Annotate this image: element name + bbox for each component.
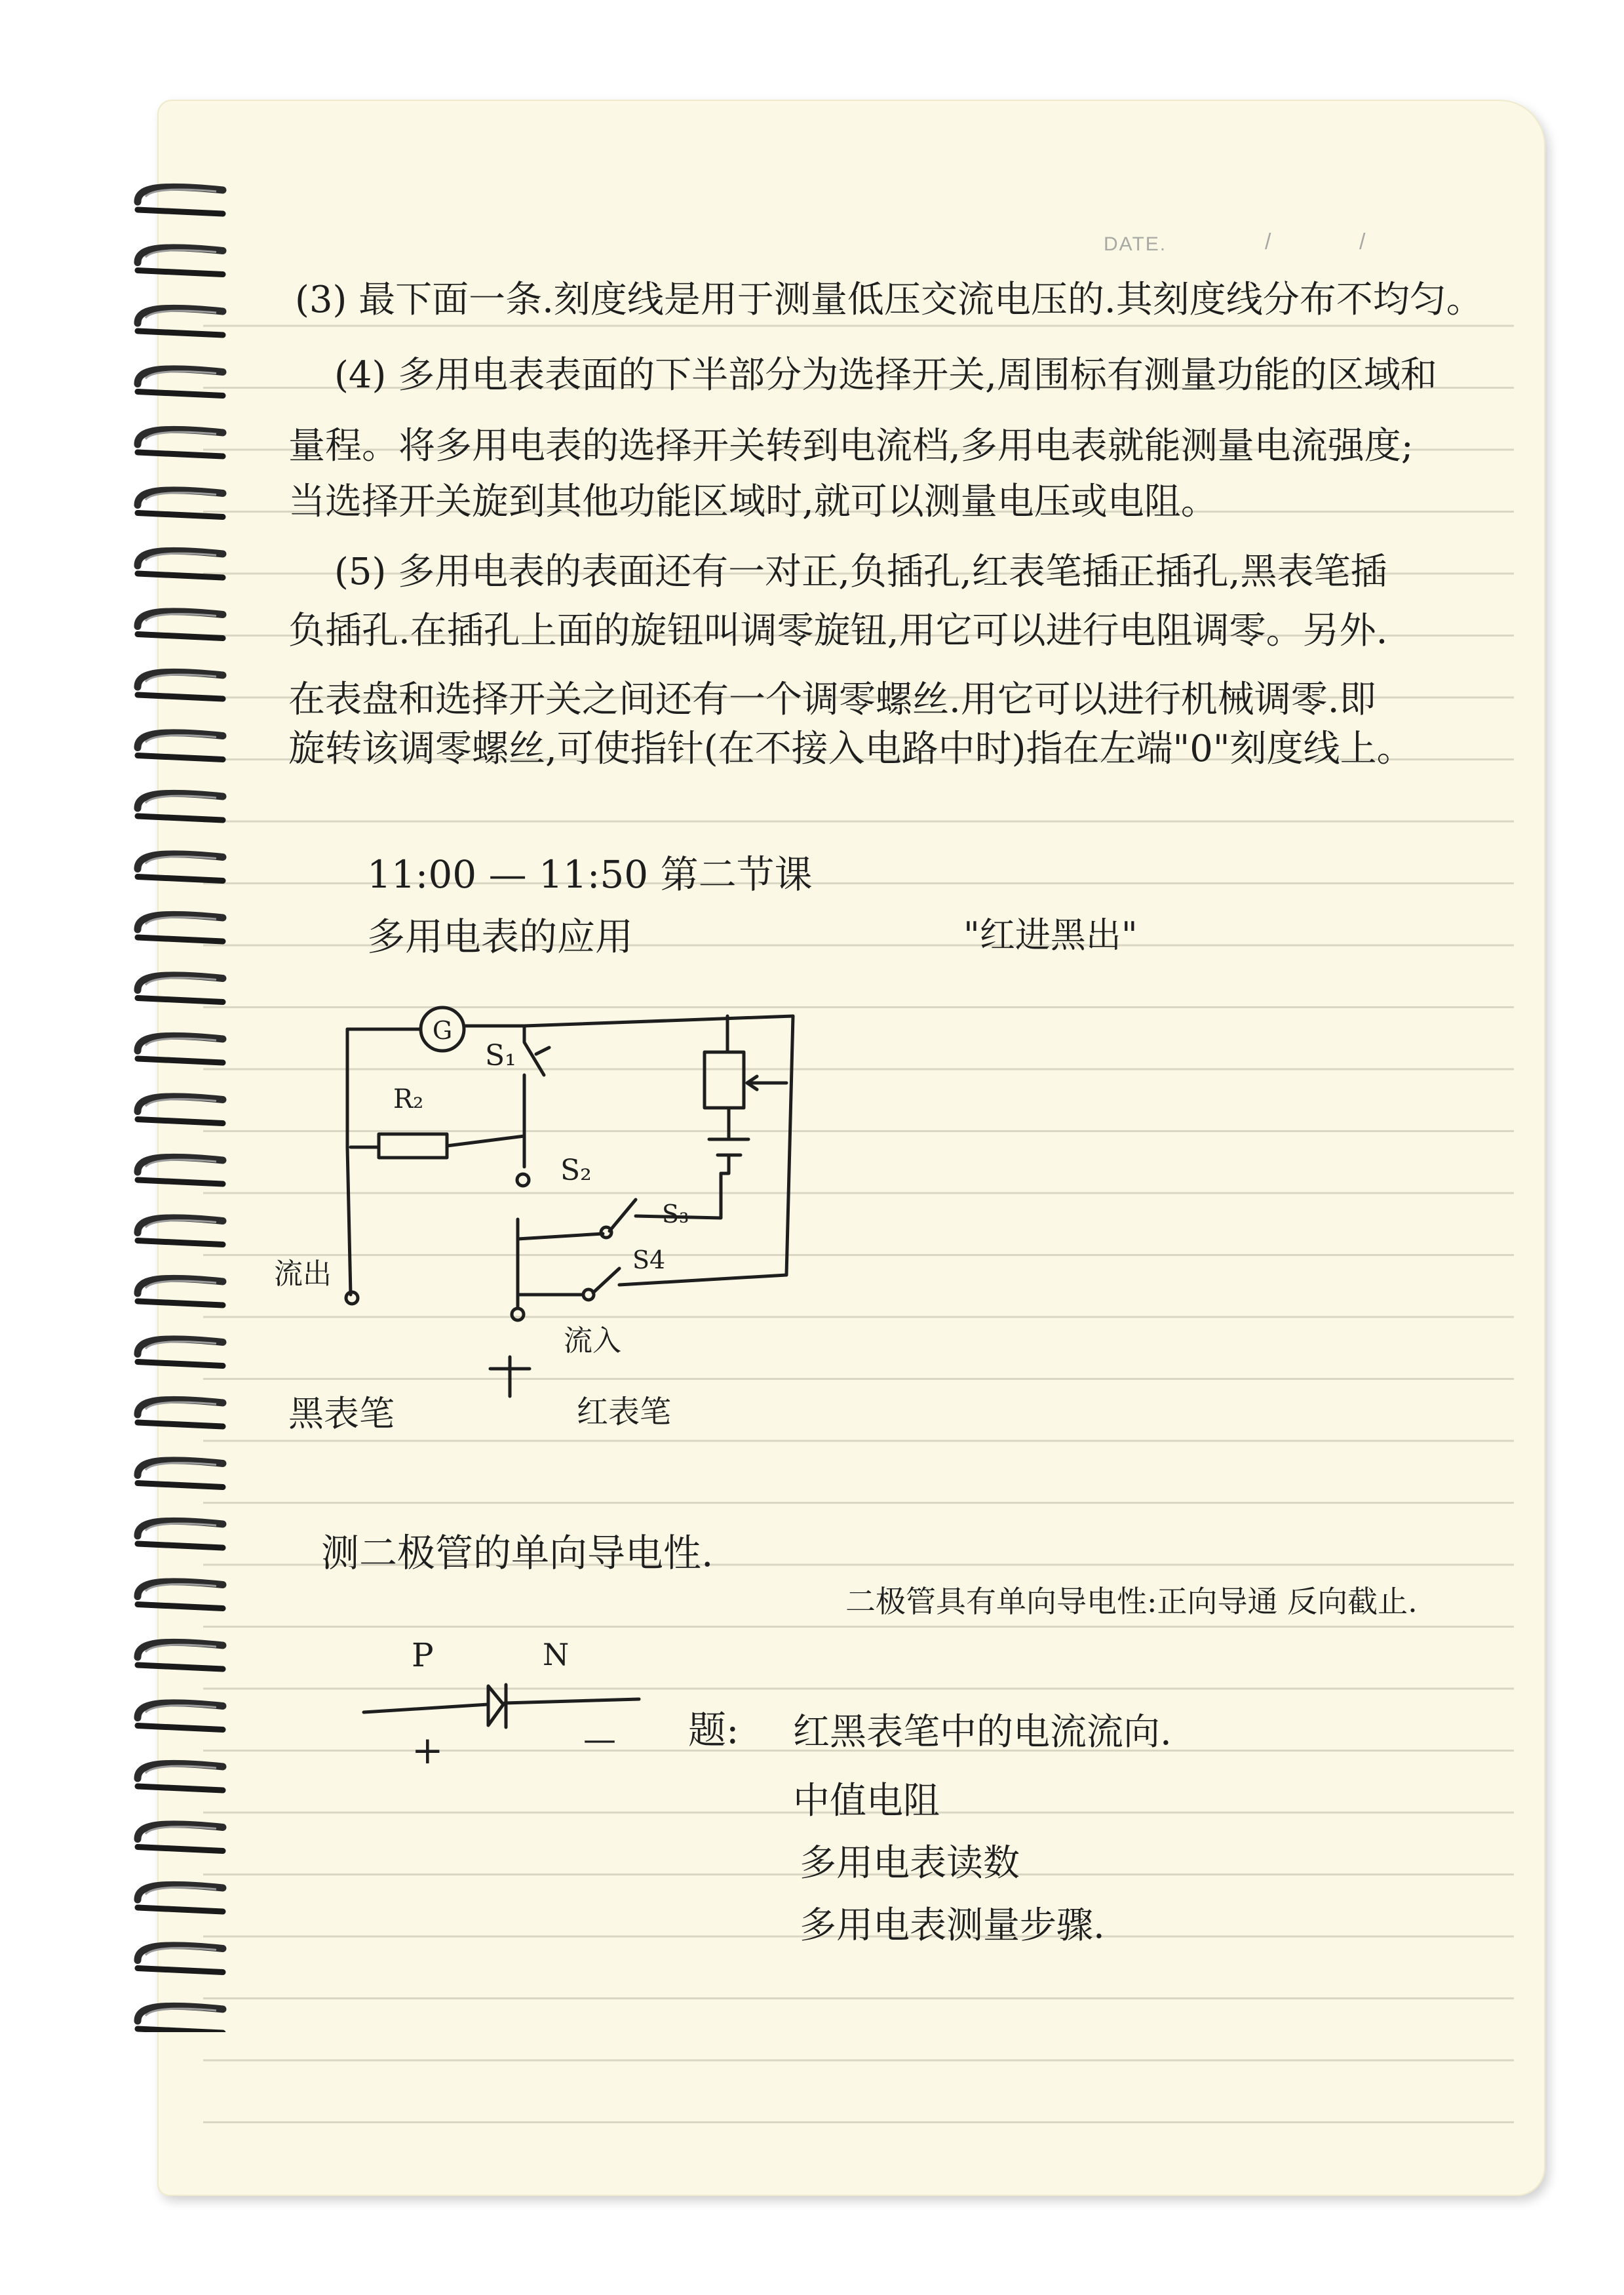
- spiral-coil: [138, 1763, 223, 1790]
- diode-label-minus: —: [583, 1720, 616, 1758]
- spiral-coil: [138, 490, 223, 517]
- lesson-topic: 多用电表的应用: [367, 914, 634, 959]
- spiral-coil: [138, 1824, 223, 1851]
- meter-symbol: G: [432, 1016, 453, 1045]
- diode-label-n: N: [543, 1637, 570, 1672]
- spiral-coil: [138, 975, 223, 1002]
- label-r2: R₂: [393, 1084, 424, 1114]
- label-s4: S4: [632, 1246, 666, 1274]
- spiral-coil: [138, 308, 223, 335]
- spiral-coil: [138, 672, 223, 699]
- label-flow-out: 流出: [274, 1257, 332, 1291]
- diode-label-plus: +: [412, 1728, 444, 1773]
- spiral-coil: [138, 854, 223, 881]
- label-s1: S₁: [485, 1039, 516, 1072]
- spiral-coil: [138, 1946, 223, 1972]
- spiral-coil: [138, 429, 223, 456]
- spiral-coil: [138, 1036, 223, 1063]
- label-flow-in: 流入: [564, 1324, 621, 1358]
- diode-label-p: P: [412, 1636, 434, 1674]
- spiral-coil: [138, 369, 223, 396]
- question-item-4: 多用电表测量步骤.: [800, 1904, 1105, 1947]
- date-slash-1: /: [1265, 229, 1271, 254]
- spiral-coil: [138, 1157, 223, 1184]
- spiral-coil: [138, 1703, 223, 1730]
- diode-title: 测二极管的单向导电性.: [321, 1531, 714, 1575]
- diode-property: 二极管具有单向导电性:正向导通 反向截止.: [845, 1584, 1418, 1619]
- spiral-coil: [138, 1218, 223, 1245]
- date-slash-2: /: [1359, 229, 1366, 254]
- spiral-binding: [131, 177, 229, 2032]
- spiral-coil: [138, 612, 223, 638]
- note-line-1: (3) 最下面一条.刻度线是用于测量低压交流电压的.其刻度线分布不均匀。: [295, 279, 1483, 321]
- spiral-coil: [138, 793, 223, 820]
- note-line-4: 当选择开关旋到其他功能区域时,就可以测量电压或电阻。: [288, 481, 1218, 523]
- lesson-time: 11:00 — 11:50 第二节课: [367, 852, 813, 897]
- spiral-coil: [138, 1400, 223, 1426]
- question-item-1: 红黑表笔中的电流流向.: [793, 1711, 1172, 1754]
- spiral-coil: [138, 1885, 223, 1912]
- date-label: DATE.: [1104, 233, 1167, 255]
- label-s3: S₃: [662, 1200, 689, 1228]
- lesson-mnemonic: "红进黑出": [963, 914, 1138, 956]
- spiral-coil: [138, 248, 223, 275]
- question-item-3: 多用电表读数: [800, 1842, 1020, 1885]
- spiral-coil: [138, 1278, 223, 1305]
- note-line-5: (5) 多用电表的表面还有一对正,负插孔,红表笔插正插孔,黑表笔插: [334, 551, 1387, 593]
- spiral-coil: [138, 1097, 223, 1124]
- note-line-2: (4) 多用电表表面的下半部分为选择开关,周围标有测量功能的区域和: [334, 354, 1437, 397]
- label-black-probe: 黑表笔: [288, 1393, 395, 1434]
- spiral-coil: [138, 187, 223, 214]
- label-red-probe: 红表笔: [577, 1394, 672, 1430]
- note-line-8: 旋转该调零螺丝,可使指针(在不接入电路中时)指在左端"0"刻度线上。: [288, 728, 1414, 770]
- note-line-3: 量程。将多用电表的选择开关转到电流档,多用电表就能测量电流强度;: [288, 425, 1414, 467]
- questions-prefix: 题:: [688, 1708, 739, 1752]
- spiral-coil: [138, 1582, 223, 1609]
- note-line-7: 在表盘和选择开关之间还有一个调零螺丝.用它可以进行机械调零.即: [288, 678, 1376, 721]
- spiral-coil: [138, 1339, 223, 1366]
- spiral-coil: [138, 1461, 223, 1487]
- spiral-coil: [138, 733, 223, 760]
- spiral-coil: [138, 2006, 223, 2032]
- question-item-2: 中值电阻: [793, 1780, 940, 1822]
- spiral-coil: [138, 914, 223, 941]
- label-s2: S₂: [560, 1154, 592, 1187]
- spiral-coil: [138, 1521, 223, 1548]
- note-line-6: 负插孔.在插孔上面的旋钮叫调零旋钮,用它可以进行电阻调零。另外.: [288, 610, 1388, 652]
- spiral-coil: [138, 551, 223, 578]
- spiral-coil: [138, 1642, 223, 1669]
